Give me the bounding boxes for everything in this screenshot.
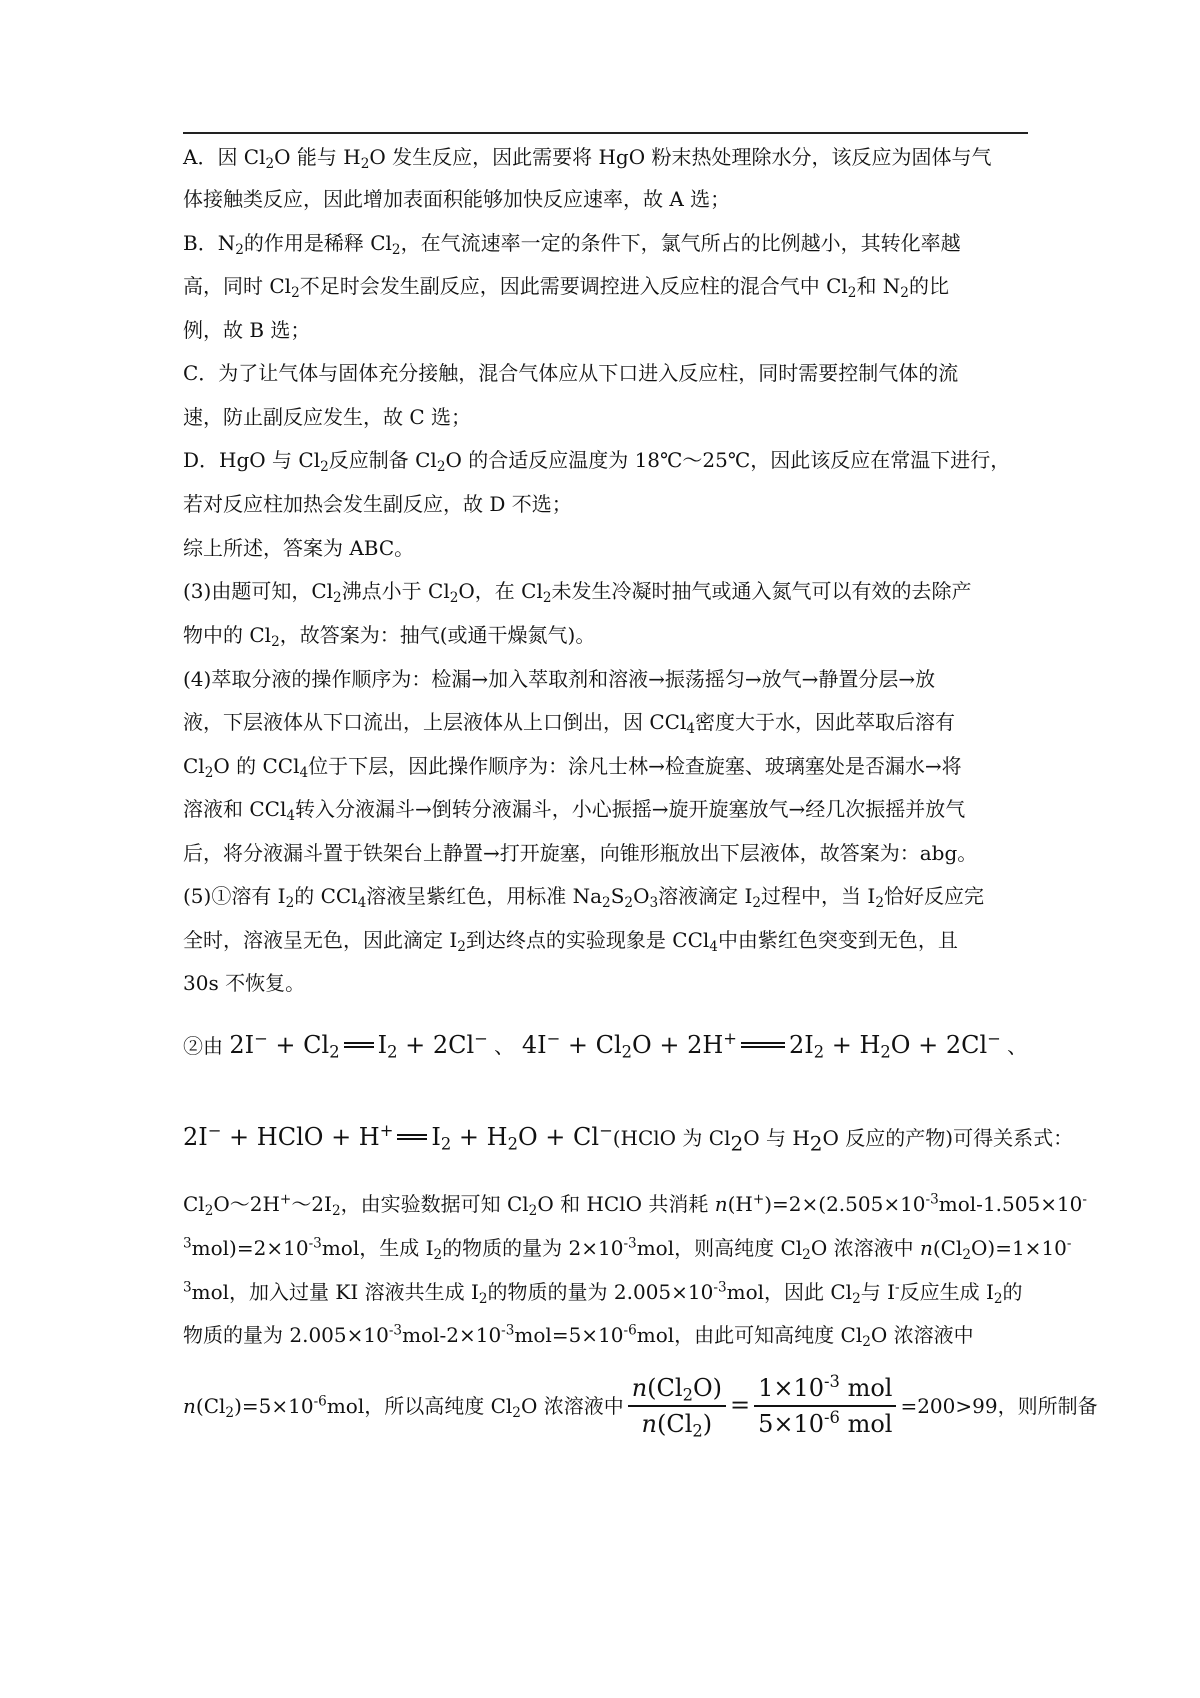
calc-line-2: $^3mol)=2\times 10^{-3}mol$，生成 $I_2$的物质的量为 $2\times 10^{-3}mol$，则高纯度 $Cl_2O$ 浓溶液中 $n(Cl_2O)=1\times 10^-$ bbox=[183, 1235, 1072, 1263]
answer-b-line-3: 例，故 B 选； bbox=[183, 318, 311, 342]
answer-a-line-2: 体接触类反应，因此增加表面积能够加快反应速率，故 A 选； bbox=[183, 187, 731, 211]
summary-line: 综上所述，答案为 ABC。 bbox=[183, 536, 415, 560]
part4-line-4: 溶液和 CCl$_4$转入分液漏斗→倒转分液漏斗，小心振摇→旋开旋塞放气→经几次振摇并放气 bbox=[183, 797, 966, 824]
part5-line-1: (5)①溶有 $I_2$的 CCl$_4$溶液呈紫红色，用标准 $Na_2S_2O_3$溶液滴定 $I_2$过程中，当 $I_2$恰好反应完 bbox=[183, 884, 984, 911]
part3-line-1: (3)由题可知，$Cl_2$沸点小于 $Cl_2O$，在 $Cl_2$未发生冷凝时抽气或通入氮气可以有效的去除产 bbox=[183, 579, 972, 606]
calc-line-4: 物质的量为 $2.005\times 10^{-3}mol-2\times 10^{-3}mol=5\times 10^{-6}mol$，由此可知高纯度 $Cl_2O$ 浓溶液中 bbox=[183, 1322, 974, 1350]
header-rule bbox=[183, 132, 1028, 134]
answer-d-line-1: D．HgO 与 $Cl_2$反应制备 $Cl_2O$ 的合适反应温度为 18℃～25℃，因此该反应在常温下进行， bbox=[183, 448, 1011, 475]
part4-line-1: (4)萃取分液的操作顺序为：检漏→加入萃取剂和溶液→振荡摇匀→放气→静置分层→放 bbox=[183, 667, 936, 691]
value-fraction: $\frac{1\times 10^{-3} mol}{5\times 10^{-6} mol}$ bbox=[754, 1373, 896, 1439]
reaction-equals-sign bbox=[344, 1042, 374, 1048]
calc-line-5: $n(Cl_2)=5\times 10^{-6}mol$，所以高纯度 $Cl_2O$ 浓溶液中 $\frac{n(Cl_2O)}{n(Cl_2)}$ = $\frac{1\times 10^{-3} mol}{5\times 10^{-6} mol}$ =200>99，则所制备 bbox=[183, 1371, 1098, 1441]
answer-a-line-1: A．因 $Cl_2O$ 能与 $H_2O$ 发生反应，因此需要将 HgO 粉末热处理除水分，该反应为固体与气 bbox=[183, 145, 992, 172]
part4-line-3: $Cl_2O$ 的 CCl$_4$位于下层，因此操作顺序为：涂凡士林→检查旋塞、玻璃塞处是否漏水→将 bbox=[183, 754, 962, 781]
answer-b-line-1: B．$N_2$的作用是稀释 $Cl_2$，在气流速率一定的条件下，氯气所占的比例越小，其转化率越 bbox=[183, 231, 961, 258]
calc-line-1: $Cl_2O\sim 2H^+\sim 2I_2$，由实验数据可知 $Cl_2O$ 和 HClO 共消耗 $n(H^+)=2\times(2.505\times 10^{-3}mol-1.505\times 10^-$ bbox=[183, 1191, 1087, 1219]
reaction-equals-sign bbox=[397, 1134, 427, 1140]
equation-line-1: ②由 $2I^- + Cl_2$ $I_2 + 2Cl^-$ 、 $4I^- + Cl_2O + 2H^+$ $2I_2 + H_2O + 2Cl^-$ 、 bbox=[183, 1029, 1028, 1062]
part5-line-3: 30s 不恢复。 bbox=[183, 971, 306, 995]
answer-d-line-2: 若对反应柱加热会发生副反应，故 D 不选； bbox=[183, 492, 572, 516]
ratio-fraction: $\frac{n(Cl_2O)}{n(Cl_2)}$ bbox=[628, 1373, 726, 1439]
answer-c-line-2: 速，防止副反应发生，故 C 选； bbox=[183, 405, 472, 429]
part5-line-2: 全时，溶液呈无色，因此滴定 $I_2$到达终点的实验现象是 CCl$_4$中由紫红色突变到无色，且 bbox=[183, 928, 958, 955]
answer-b-line-2: 高，同时 $Cl_2$不足时会发生副反应，因此需要调控进入反应柱的混合气中 $Cl_2$和 $N_2$的比 bbox=[183, 274, 949, 301]
calc-line-3: $^3$mol，加入过量 KI 溶液共生成 $I_2$的物质的量为 $2.005\times 10^{-3}mol$，因此 $Cl_2$与 I-反应生成 $I_2$的 bbox=[183, 1279, 1023, 1307]
equation-line-2: 2I− + HClO + H+ $I_2 + H_2O$ + Cl−(HClO 为 $Cl_2O$ 与 $H_2O$ 反应的产物)可得关系式： bbox=[183, 1121, 1074, 1156]
answer-c-line-1: C．为了让气体与固体充分接触，混合气体应从下口进入反应柱，同时需要控制气体的流 bbox=[183, 361, 959, 385]
reaction-equals-sign bbox=[741, 1042, 785, 1048]
part3-line-2: 物中的 $Cl_2$，故答案为：抽气(或通干燥氮气)。 bbox=[183, 623, 596, 650]
part4-line-5: 后，将分液漏斗置于铁架台上静置→打开旋塞，向锥形瓶放出下层液体，故答案为：abg。 bbox=[183, 841, 978, 865]
part4-line-2: 液，下层液体从下口流出，上层液体从上口倒出，因 CCl$_4$密度大于水，因此萃取后溶有 bbox=[183, 710, 956, 737]
